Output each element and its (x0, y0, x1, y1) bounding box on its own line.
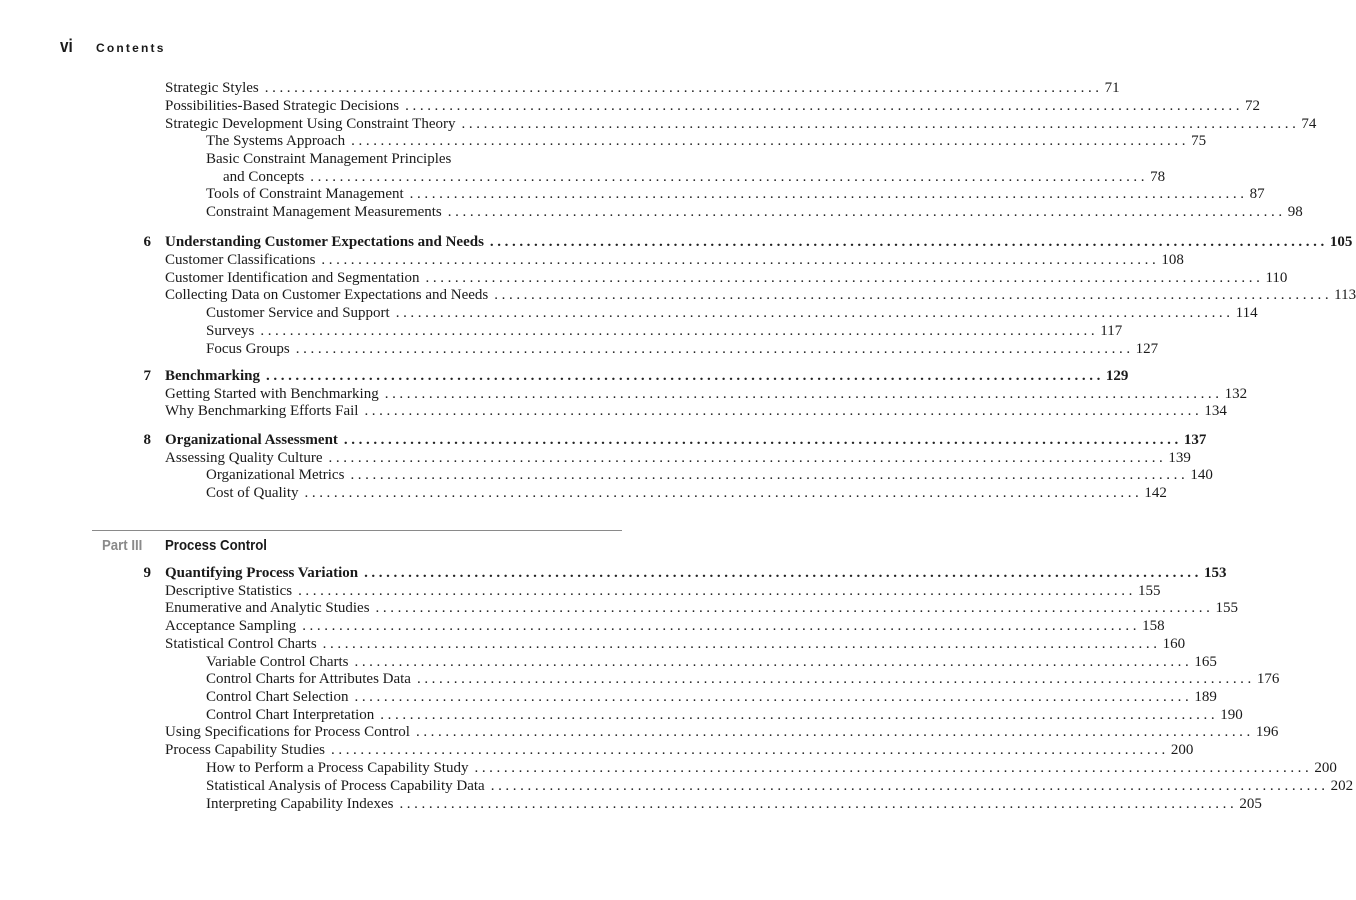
toc-entry[interactable]: Strategic Development Using Constraint Theory .................................................................................................................. 74 (165, 116, 1317, 132)
toc-subentry[interactable]: The Systems Approach .................................................................................................................. 75 (206, 133, 1207, 149)
toc-subentry[interactable]: Control Chart Selection .................................................................................................................. 189 (206, 689, 1217, 705)
toc-entry[interactable]: Collecting Data on Customer Expectations and Needs .................................................................................................................. 113 (165, 287, 1356, 303)
toc-entry[interactable]: Statistical Control Charts .................................................................................................................. 160 (165, 636, 1186, 652)
toc-subentry[interactable]: Control Charts for Attributes Data .................................................................................................................. 176 (206, 671, 1280, 687)
toc-subentry[interactable]: Organizational Metrics .................................................................................................................. 140 (206, 467, 1213, 483)
toc-entry[interactable]: Customer Identification and Segmentation .................................................................................................................. 110 (165, 270, 1288, 286)
toc-entry[interactable]: Enumerative and Analytic Studies .................................................................................................................. 155 (165, 600, 1238, 616)
toc-subentry[interactable]: Interpreting Capability Indexes .................................................................................................................. 205 (206, 796, 1262, 812)
toc-subentry[interactable]: Focus Groups .................................................................................................................. 127 (206, 341, 1159, 357)
toc-entry[interactable]: Getting Started with Benchmarking .................................................................................................................. 132 (165, 386, 1248, 402)
chapter-9-heading[interactable]: 9 Quantifying Process Variation .................................................................................................................. 153 (0, 564, 715, 582)
toc-entry[interactable]: Using Specifications for Process Control .................................................................................................................. 196 (165, 724, 1279, 740)
toc-subentry[interactable]: Statistical Analysis of Process Capability Data .................................................................................................................. 202 (206, 778, 1354, 794)
toc-subentry[interactable]: Surveys .................................................................................................................. 117 (206, 323, 1123, 339)
chapter-7-heading[interactable]: 7 Benchmarking .................................................................................................................. 129 (0, 367, 715, 385)
toc-subentry[interactable]: Tools of Constraint Management .................................................................................................................. 87 (206, 186, 1265, 202)
toc-subentry-heading: Basic Constraint Management Principles (0, 150, 715, 168)
chapter-8-heading[interactable]: 8 Organizational Assessment .................................................................................................................. 137 (0, 431, 715, 449)
part-label: Part III (102, 537, 143, 554)
toc-entry[interactable]: Acceptance Sampling .................................................................................................................. 158 (165, 618, 1165, 634)
toc-entry[interactable]: Customer Classifications .................................................................................................................. 108 (165, 252, 1184, 268)
toc-entry[interactable]: Strategic Styles .................................................................................................................. 71 (165, 80, 1120, 96)
toc-entry[interactable]: Possibilities-Based Strategic Decisions .................................................................................................................. 72 (165, 98, 1261, 114)
running-head: Contents (96, 41, 166, 55)
toc-subentry[interactable]: Constraint Management Measurements .................................................................................................................. 98 (206, 204, 1303, 220)
chapter-number: 6 (143, 234, 151, 250)
chapter-number: 7 (143, 368, 151, 384)
toc-entry[interactable]: Why Benchmarking Efforts Fail .................................................................................................................. 134 (165, 403, 1227, 419)
chapter-number: 8 (143, 432, 151, 448)
toc-subentry[interactable]: How to Perform a Process Capability Study .................................................................................................................. 200 (206, 760, 1337, 776)
toc-subentry[interactable]: Control Chart Interpretation .................................................................................................................. 190 (206, 707, 1243, 723)
chapter-number: 9 (143, 565, 151, 581)
page-header (60, 36, 166, 57)
chapter-6-heading[interactable]: 6 Understanding Customer Expectations and Needs .................................................................................................................. 105 (0, 233, 715, 251)
toc-subentry[interactable]: Variable Control Charts .................................................................................................................. 165 (206, 654, 1217, 670)
toc-subentry-continued[interactable]: and Concepts .................................................................................................................. 78 (223, 169, 1166, 185)
part-divider (92, 530, 622, 531)
toc-subentry[interactable]: Customer Service and Support .................................................................................................................. 114 (206, 305, 1258, 321)
toc-subentry[interactable]: Cost of Quality .................................................................................................................. 142 (206, 485, 1167, 501)
toc-entry[interactable]: Process Capability Studies .................................................................................................................. 200 (165, 742, 1194, 758)
toc-entry[interactable]: Assessing Quality Culture .................................................................................................................. 139 (165, 450, 1191, 466)
part-title[interactable]: Process Control (165, 537, 267, 554)
toc-entry[interactable]: Descriptive Statistics .................................................................................................................. 155 (165, 583, 1161, 599)
page-number: vi (60, 36, 73, 56)
